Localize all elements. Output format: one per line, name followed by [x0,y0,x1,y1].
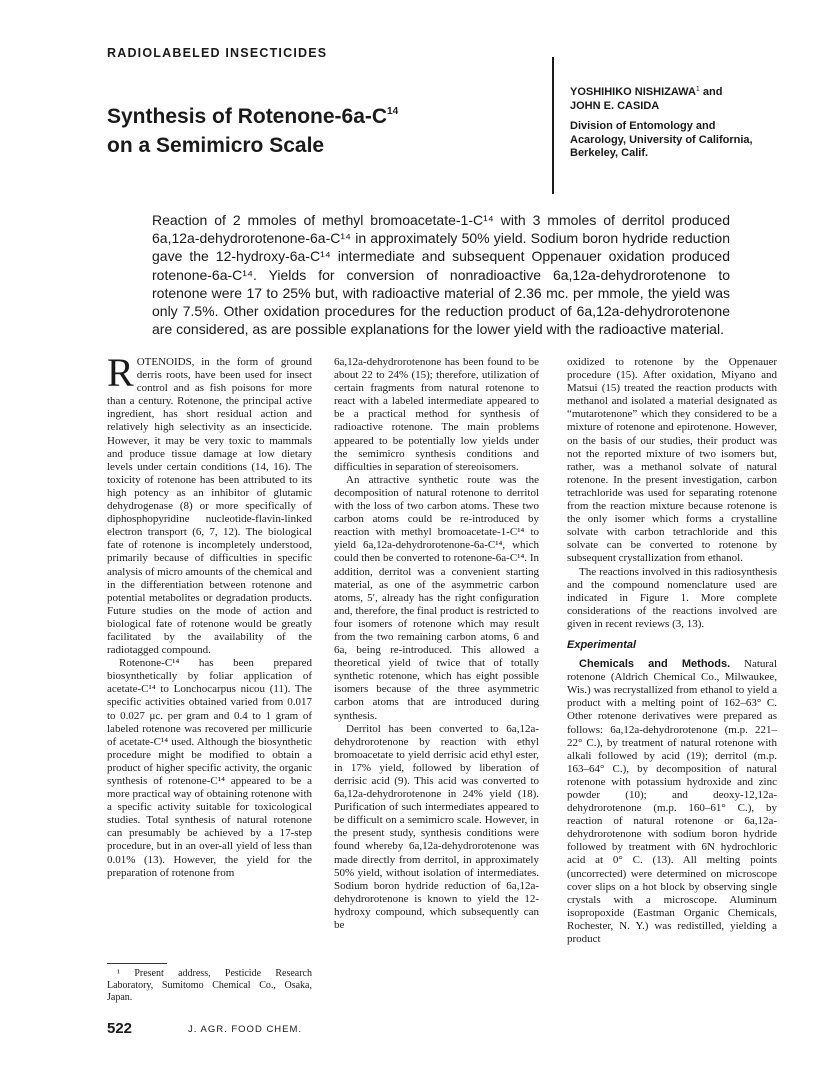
paragraph: An attractive synthetic route was the decomposition of natural rotenone to derritol with the loss of two carbon atoms. These two carbon atoms could be re-introduced by reaction with methyl bromoacetate-1-C¹⁴ to yield 6a,12a-dehydrorotenone-6a-C¹⁴, which could then be converted to rotenone-6a-C¹⁴. In addition, derritol was a convenient starting material, as one of the asymmetric carbon atoms, 5′, already has the right configuration and, therefore, the final product is restricted to four isomers of rotenone which may result from the two remaining carbon atoms, 6 and 6a, being re-introduced. This allowed a theoretical yield of twice that of totally synthetic rotenone, which has eight possible isomers because of the three asymmetric carbon atoms that are introduced during synthesis. [334,473,539,722]
author-names [570,86,800,113]
paragraph: oxidized to rotenone by the Oppenauer procedure (15). After oxidation, Miyano and Matsui (15) treated the reaction products with methanol and isolated a material designated as “mutarotenone” which they considered to be a mixture of rotenone and epirotenone. However, on the basis of our studies, their product was not the reported mixture of two isomers but, rather, was a methanol solvate of natural rotenone. In the present investigation, carbon tetrachloride was used for separating rotenone from the reaction mixture because rotenone is the only isomer which forms a crystalline solvate with carbon tetrachloride and this solvate can be converted to rotenone by subsequent crystallization from ethanol. [567,356,777,565]
body-column-2 [334,356,539,932]
intro-paragraph-text: OTENOIDS, in the form of ground derris roots, have been used for insect control and as fish poisons for more than a century. Rotenone, the principal active ingredient, has short residual action and relatively high selectivity as an insecticide. However, it may be very toxic to mammals and produce tissue damage at low dietary levels under certain conditions (14, 16). The toxicity of rotenone has been attributed to its high potency as an inhibitor of glutamic dehydrogenase (8) or more specifically of diphosphopyridine nucleotide-flavin-linked electron transport (6, 7, 12). The biological fate of rotenone is incompletely understood, primarily because of difficulties in specific analysis of micro amounts of the chemical and in the differentiation between rotenone and potential metabolites or degradation products. Future studies on the mode of action and biological fate of rotenone would be greatly facilitated by the availability of the radiotagged compound. [107,356,312,657]
run-in-heading: Chemicals and Methods. [579,658,731,671]
footnote-rule [107,963,167,964]
author-2: JOHN E. CASIDA [570,99,660,112]
footnote: ¹ Present address, Pesticide Research Laboratory, Sumitomo Chemical Co., Osaka, Japan. [107,968,312,1003]
header-divider [552,57,554,194]
affiliation-line-3: Berkeley, Calif. [570,147,649,159]
author-1-footnote-mark: 1 [695,86,700,93]
article-title [107,102,527,160]
paragraph: 6a,12a-dehydrorotenone has been found to be about 22 to 24% (15); therefore, utilization of certain fragments from natural rotenone to react with a labeled intermediate appeared to be a practical method for synthesis of radioactive rotenone. The main problems appeared to be potentially low yields under the semimicro synthesis conditions and difficulties in separation of stereoisomers. [334,356,539,473]
drop-cap: R [107,350,134,395]
affiliation-line-1: Division of Entomology and [570,120,716,132]
journal-name: J. AGR. FOOD CHEM. [188,1024,303,1035]
section-tag: RADIOLABELED INSECTICIDES [107,46,328,60]
paragraph-text: Natural rotenone (Aldrich Chemical Co., Milwaukee, Wis.) was recrystallized from ethanol to yield a product with a melting point of 162–63° C. Other rotenone derivatives were prepared as follows: 6a,12a-dehydrorotenone (m.p. 221–22° C.), by treatment of natural rotenone with alkali followed by acid (19); derritol (m.p. 163–64° C.), by decomposition of natural rotenone with potassium hydroxide and zinc powder (10); and deoxy-12,12a-dehydrorotenone (m.p. 160–61° C.), by reaction of natural rotenone or 6a,12a-dehydrorotenone with sodium boron hydride followed by treatment with 6N hydrochloric acid at 0° C. (13). All melting points (uncorrected) were determined on microscope cover slips on a hot block by observing single crystals with a microscope. Aluminum isopropoxide (Eastman Organic Chemicals, Rochester, N. Y.) was redistilled, yielding a product [567,658,777,946]
author-and: and [702,86,723,98]
paragraph: The reactions involved in this radiosynthesis and the compound nomenclature used are indicated in Figure 1. More complete considerations of the reactions involved are given in recent reviews (3, 13). [567,565,777,630]
author-block [570,86,800,161]
affiliation [570,120,800,161]
page-number: 522 [107,1020,133,1037]
title-superscript: 14 [387,106,399,117]
paragraph [567,658,777,946]
body-column-1 [107,350,312,880]
body-column-3 [567,356,777,946]
author-1: YOSHIHIKO NISHIZAWA [570,86,696,98]
paragraph: Derritol has been converted to 6a,12a-dehydrorotenone by reaction with ethyl bromoacetate to yield derrisic acid ethyl ester, in 17% yield, followed by liberation of derrisic acid (9). This acid was converted to 6a,12a-dehydrorotenone in 24% yield (18). Purification of such intermediates appeared to be difficult on a semimicro scale. However, in the present study, synthesis conditions were found whereby 6a,12a-dehydrorotenone was made directly from derritol, in approximately 50% yield, without isolation of intermediates. Sodium boron hydride reduction of 6a,12a-dehydrorotenone is known to yield the 12-hydroxy compound, which subsequently can be [334,722,539,932]
experimental-heading: Experimental [567,638,637,651]
title-line-1: Synthesis of Rotenone-6a-C [107,105,388,128]
intro-paragraph [107,350,312,657]
title-line-2: on a Semimicro Scale [107,134,325,157]
paragraph: Rotenone-C¹⁴ has been prepared biosynthetically by foliar application of acetate-C¹⁴ to Lonchocarpus nicou (11). The specific activities obtained varied from 0.017 to 0.027 μc. per gram and 0.4 to 1 gram of labeled rotenone was recovered per millicurie of acetate-C¹⁴ used. Although the biosynthetic procedure might be modified to obtain a product of higher specific activity, the organic synthesis of rotenone-C¹⁴ appeared to be a more practical way of obtaining rotenone with a specific activity suitable for toxicological studies. Total synthesis of natural rotenone can presumably be achieved by a 17-step procedure, but in an over-all yield of less than 0.01% (13). However, the yield for the preparation of rotenone from [107,657,312,879]
affiliation-line-2: Acarology, University of California, [570,133,753,146]
abstract: Reaction of 2 mmoles of methyl bromoacetate-1-C¹⁴ with 3 mmoles of derritol produced 6a,12a-dehydrorotenone-6a-C¹⁴ in approximately 50% yield. Sodium boron hydride reduction gave the 12-hydroxy-6a-C¹⁴ intermediate and subsequent Oppenauer oxidation produced rotenone-6a-C¹⁴. Yields for conversion of nonradioactive 6a,12a-dehydrorotenone to rotenone were 17 to 25% but, with radioactive material of 2.36 mc. per mmole, the yield was only 7.5%. Other oxidation procedures for the reduction product of 6a,12a-dehydrorotenone are considered, as are possible explanations for the lower yield with the radioactive material. [152,212,730,338]
